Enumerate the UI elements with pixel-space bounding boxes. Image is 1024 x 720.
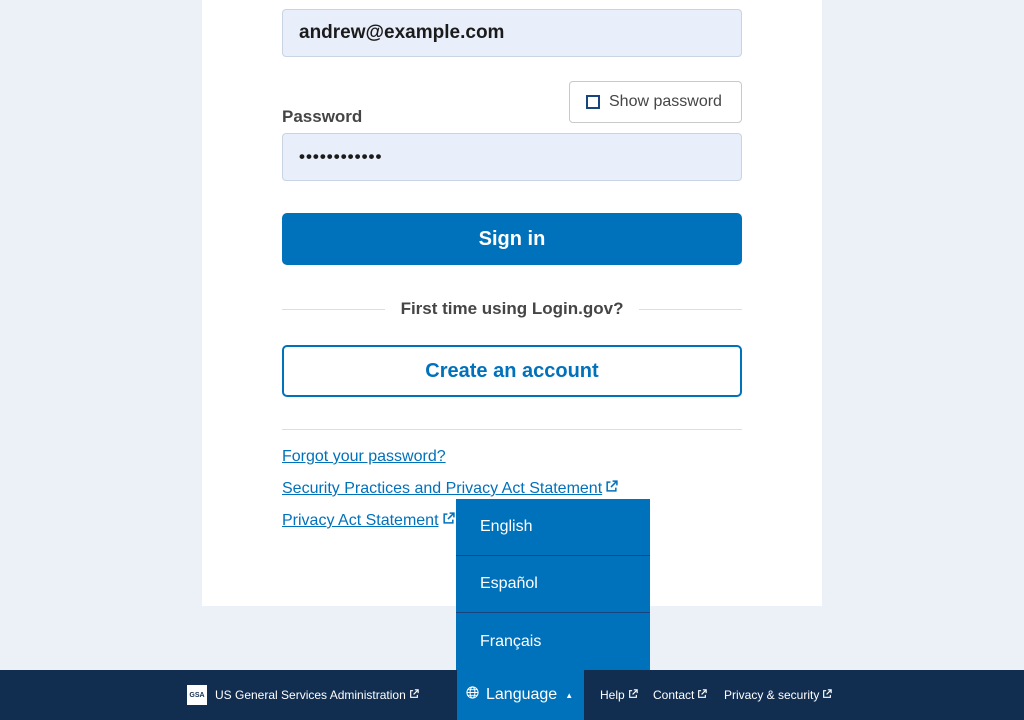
external-link-icon bbox=[628, 688, 638, 702]
forgot-password-text: Forgot your password? bbox=[282, 448, 446, 465]
password-field[interactable] bbox=[282, 133, 742, 181]
help-link[interactable] bbox=[600, 670, 638, 720]
privacy-act-text: Privacy Act Statement bbox=[282, 512, 439, 529]
external-link-icon bbox=[822, 688, 832, 702]
external-link-icon bbox=[409, 688, 419, 702]
show-password-toggle[interactable] bbox=[569, 81, 742, 123]
show-password-label: Show password bbox=[609, 93, 722, 110]
contact-label: Contact bbox=[653, 688, 695, 702]
privacy-security-label: Privacy & security bbox=[724, 688, 820, 702]
divider-line-right bbox=[639, 309, 742, 310]
language-option-english[interactable]: English bbox=[456, 499, 650, 556]
privacy-security-link[interactable] bbox=[724, 670, 832, 720]
language-toggle-label: Language bbox=[486, 686, 558, 703]
sign-in-button[interactable]: Sign in bbox=[282, 213, 742, 265]
create-account-button[interactable]: Create an account bbox=[282, 345, 742, 397]
site-footer bbox=[0, 670, 1024, 720]
language-option-francais[interactable]: Français bbox=[456, 613, 650, 670]
forgot-password-link[interactable] bbox=[282, 448, 446, 466]
globe-icon bbox=[466, 686, 479, 704]
language-option-espanol[interactable]: Español bbox=[456, 556, 650, 613]
email-field[interactable] bbox=[282, 9, 742, 57]
section-divider bbox=[282, 429, 742, 430]
gsa-link[interactable] bbox=[187, 670, 419, 720]
privacy-act-link[interactable] bbox=[282, 512, 455, 530]
show-password-checkbox[interactable] bbox=[586, 95, 600, 109]
security-practices-text: Security Practices and Privacy Act Statement bbox=[282, 480, 603, 497]
gsa-logo: GSA bbox=[187, 685, 207, 705]
language-toggle-button[interactable] bbox=[457, 670, 584, 720]
caret-up-icon: ▲ bbox=[565, 690, 574, 700]
divider-line-left bbox=[282, 309, 385, 310]
gsa-label: US General Services Administration bbox=[215, 688, 406, 702]
help-label: Help bbox=[600, 688, 625, 702]
external-link-icon bbox=[442, 512, 455, 530]
security-practices-link[interactable] bbox=[282, 480, 618, 498]
first-time-divider bbox=[282, 296, 742, 322]
contact-link[interactable] bbox=[653, 670, 707, 720]
password-value: •••••••••••• bbox=[299, 147, 383, 166]
first-time-text: First time using Login.gov? bbox=[400, 299, 624, 318]
external-link-icon bbox=[697, 688, 707, 702]
language-dropdown-menu bbox=[456, 499, 650, 670]
external-link-icon bbox=[605, 480, 618, 498]
email-value: andrew@example.com bbox=[299, 22, 505, 43]
password-label: Password bbox=[282, 107, 363, 126]
